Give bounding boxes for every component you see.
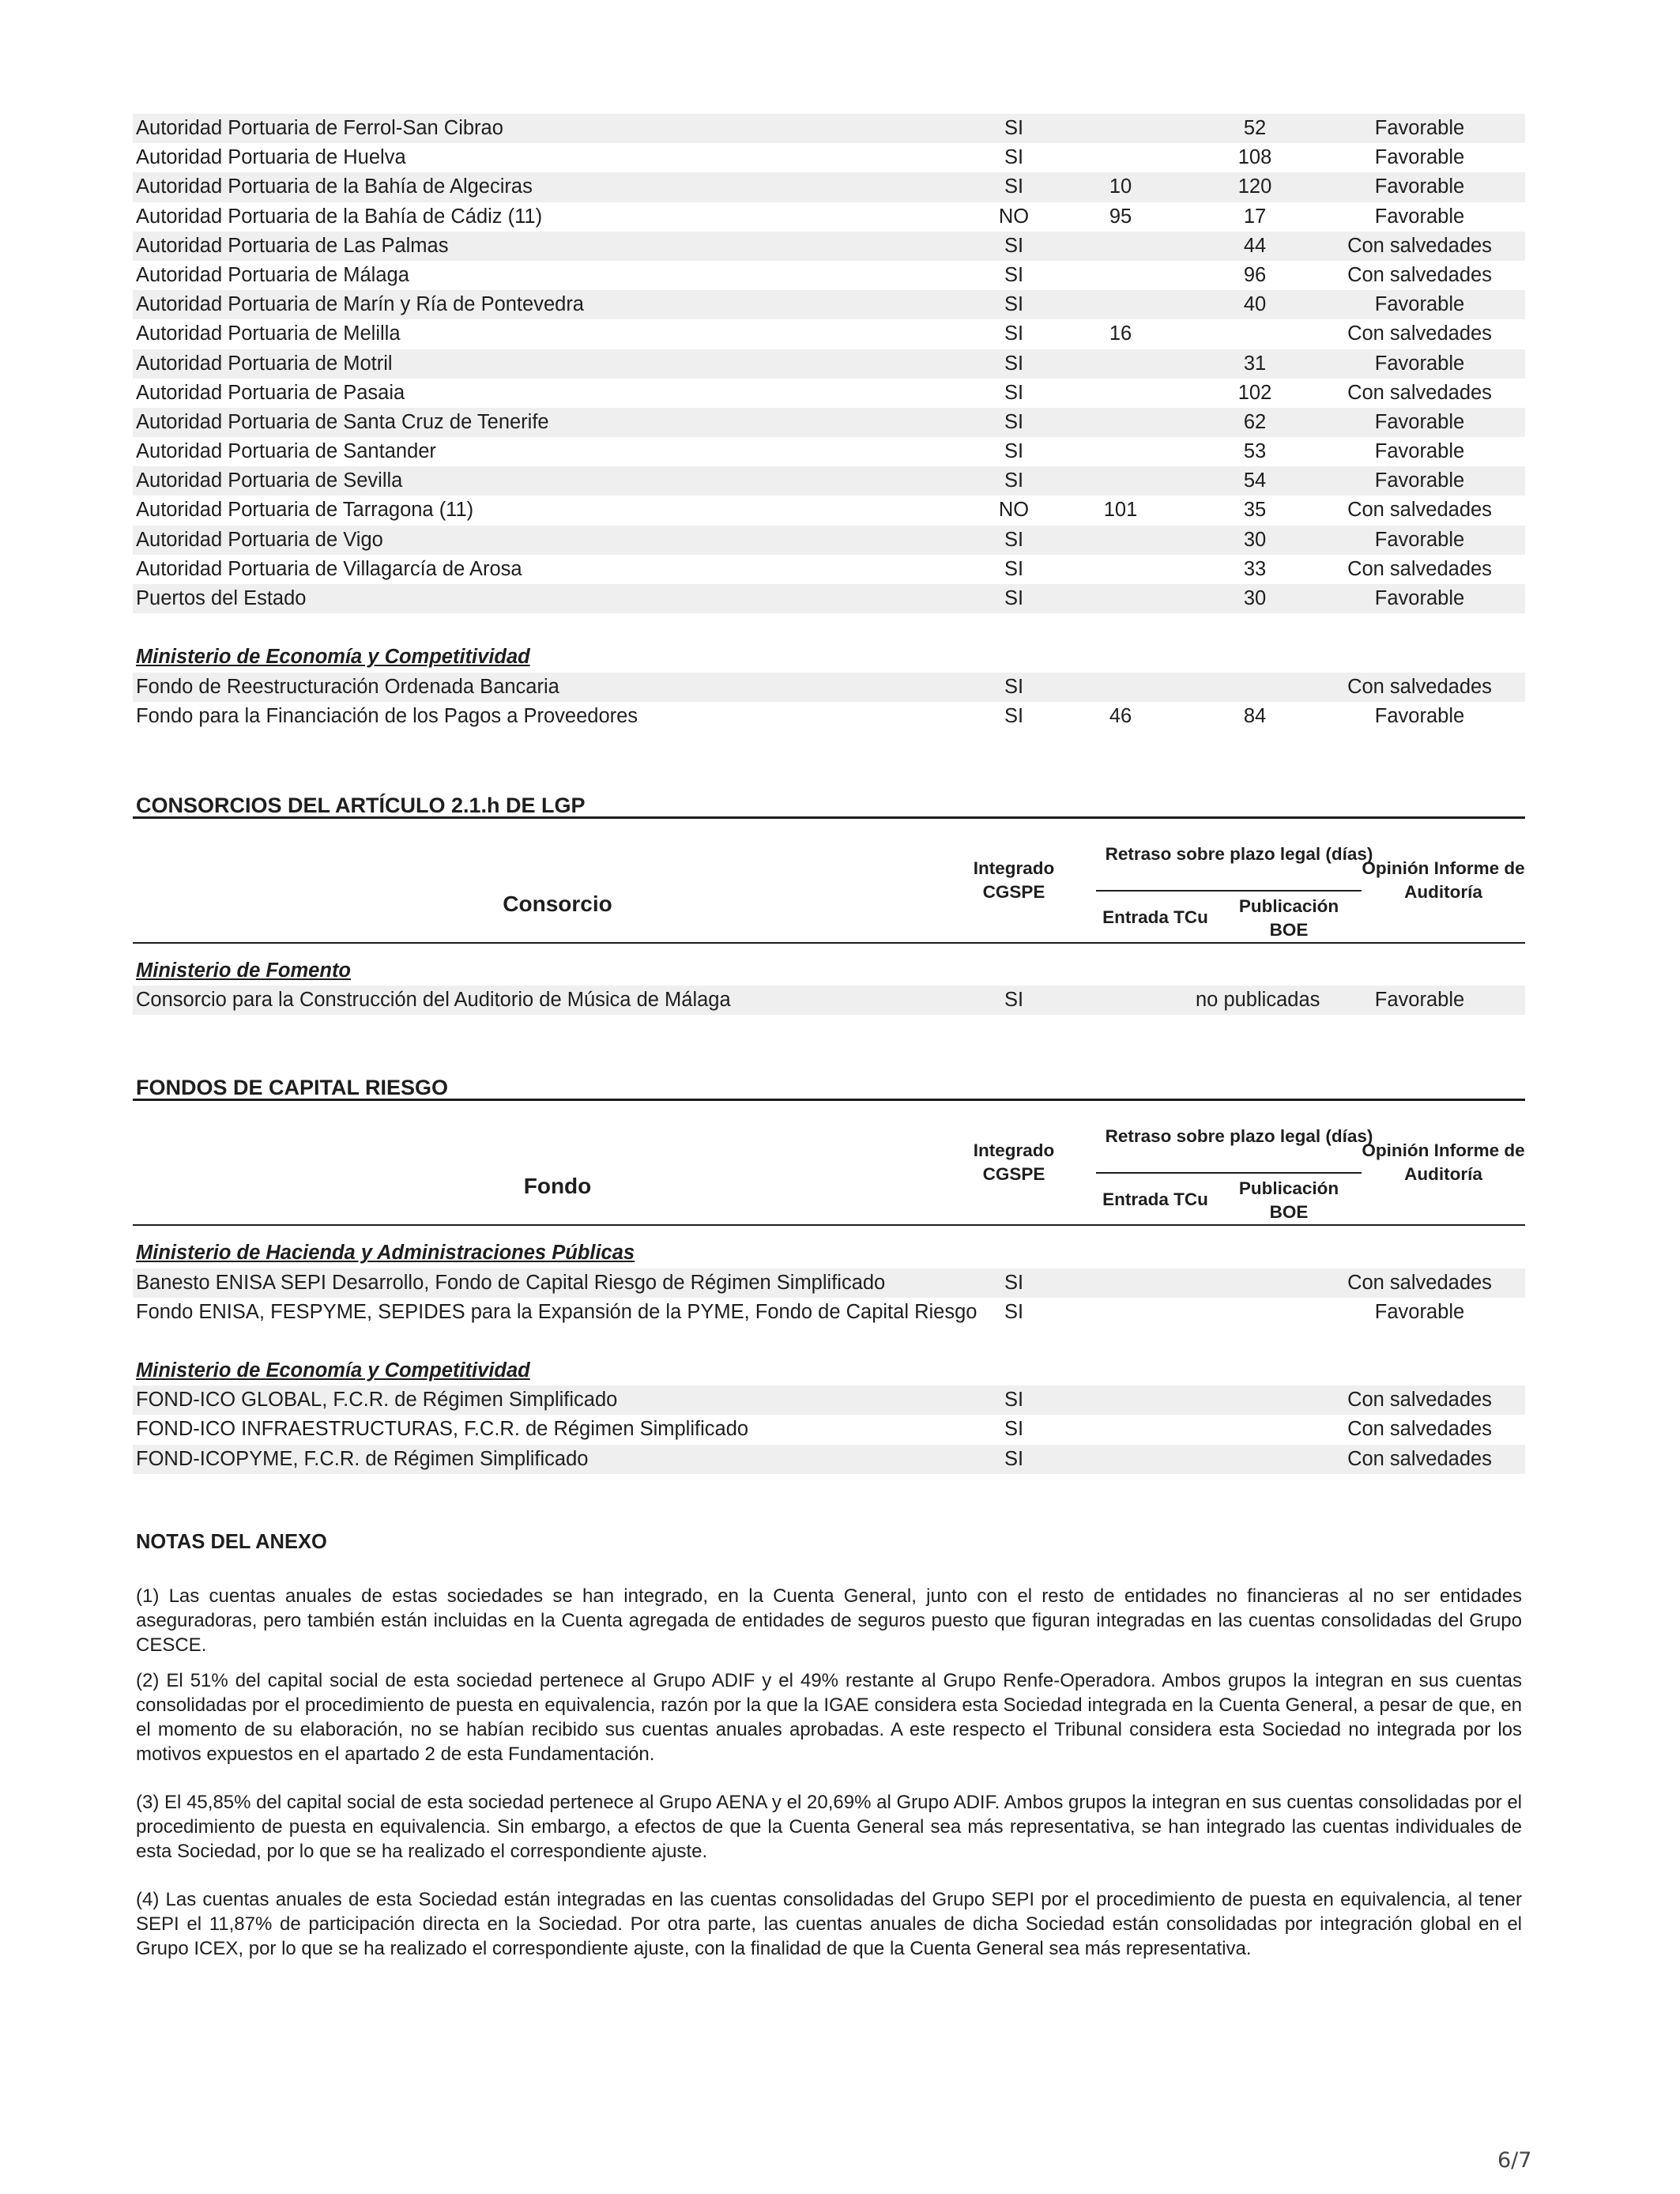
publicacion-cell: 120: [1237, 175, 1272, 198]
publicacion-cell: 84: [1243, 704, 1267, 727]
opinion-cell: Con salvedades: [1347, 499, 1492, 522]
table-row: [133, 114, 1525, 143]
table-row: [133, 1385, 1525, 1415]
entity-name: Autoridad Portuaria de la Bahía de Algeciras: [136, 175, 533, 198]
header-fondo: Fondo: [523, 1174, 592, 1199]
table-row: [133, 526, 1525, 555]
header-opinion: Opinión Informe de Auditoría: [1362, 1140, 1525, 1185]
integrado-cell: SI: [1004, 1447, 1024, 1470]
header-retraso: Retraso sobre plazo legal (días): [1105, 843, 1373, 864]
entrada-cell: 10: [1109, 175, 1132, 198]
entrada-cell: 95: [1109, 205, 1132, 228]
integrado-cell: SI: [1004, 175, 1024, 198]
note-3: (3) El 45,85% del capital social de esta sociedad pertenece al Grupo AENA y el 20,69% al Grupo ADIF. Ambos grupos la integran en sus cuentas consolidadas por el procedimiento de puesta en equivalencia. Sin embargo, a efectos de que la Cuenta General sea más representativa, se han integrado las cuentas individuales de esta Sociedad, por lo que se ha realizado el correspondiente ajuste.: [136, 1791, 1522, 1862]
table-row: [133, 202, 1525, 232]
entrada-cell: 101: [1103, 499, 1138, 522]
entity-name: Autoridad Portuaria de Villagarcía de Arosa: [136, 557, 522, 580]
entity-name: Autoridad Portuaria de Santander: [136, 440, 436, 463]
table-row: [133, 349, 1525, 379]
consorcios-section: [133, 790, 1525, 1015]
integrado-cell: NO: [998, 499, 1030, 522]
entity-name: Autoridad Portuaria de Málaga: [136, 263, 409, 286]
table-row: [133, 584, 1525, 613]
entity-name: Autoridad Portuaria de Las Palmas: [136, 234, 449, 257]
opinion-cell: Favorable: [1374, 293, 1465, 316]
publicacion-cell: 30: [1243, 587, 1267, 609]
table-row: [133, 172, 1525, 202]
integrado-cell: SI: [1004, 352, 1024, 375]
publicacion-cell: 31: [1243, 352, 1267, 375]
entity-name: Autoridad Portuaria de la Bahía de Cádiz (11): [136, 205, 543, 228]
integrado-cell: SI: [1004, 381, 1024, 404]
entrada-cell: 16: [1109, 322, 1132, 345]
entity-name: Autoridad Portuaria de Motril: [136, 352, 393, 375]
opinion-cell: Con salvedades: [1347, 1389, 1492, 1412]
table-row: [133, 232, 1525, 261]
integrado-cell: SI: [1004, 675, 1024, 698]
entity-name: Autoridad Portuaria de Pasaia: [136, 381, 405, 404]
table-row: [133, 673, 1525, 702]
notes-title: NOTAS DEL ANEXO: [136, 1530, 327, 1553]
opinion-cell: Con salvedades: [1347, 557, 1492, 580]
ministry-heading: Ministerio de Economía y Competitividad: [136, 1359, 530, 1382]
table-row: [133, 143, 1525, 172]
header-entrada: Entrada TCu: [1102, 907, 1208, 927]
note-4: (4) Las cuentas anuales de esta Sociedad están integradas en las cuentas consolidadas del Grupo SEPI por el procedimiento de puesta en equivalencia, al tener SEPI el 11,87% de participación directa en la Sociedad. Por otra parte, las cuentas anuales de dicha Sociedad están consolidadas por integración global en el Grupo ICEX, por lo que se ha realizado el correspondiente ajuste, con la finalidad de que la Cuenta General sea más representativa.: [136, 1888, 1522, 1959]
opinion-cell: Favorable: [1374, 205, 1465, 228]
table-row: [133, 702, 1525, 731]
publicacion-cell: 53: [1243, 440, 1267, 463]
table-row: [133, 408, 1525, 437]
integrado-cell: SI: [1004, 234, 1024, 257]
fondos-section: [133, 1072, 1525, 1474]
opinion-cell: Favorable: [1374, 440, 1465, 463]
entity-name: Puertos del Estado: [136, 587, 307, 609]
table-header: [133, 819, 1525, 944]
table-row: [133, 466, 1525, 496]
section-title: CONSORCIOS DEL ARTÍCULO 2.1.h DE LGP: [136, 793, 586, 817]
header-integrado: Integrado CGSPE: [973, 1140, 1055, 1185]
note-2: (2) El 51% del capital social de esta sociedad pertenece al Grupo ADIF y el 49% restante al Grupo Renfe-Operadora. Ambos grupos la integran en sus cuentas consolidadas por el procedimiento de puesta en equivalencia, razón por la que la IGAE considera esta Sociedad integrada en la Cuenta General, a pesar de que, en el momento de su elaboración, no se habían recibido sus cuentas anuales aprobadas. A este respecto el Tribunal considera esta Sociedad no integrada por los motivos expuestos en el apartado 2 de esta Fundamentación.: [136, 1669, 1522, 1765]
entity-name: Autoridad Portuaria de Melilla: [136, 322, 401, 345]
entity-name: Autoridad Portuaria de Santa Cruz de Tenerife: [136, 410, 549, 433]
entity-name: Fondo para la Financiación de los Pagos a Proveedores: [136, 704, 638, 727]
integrado-cell: SI: [1004, 322, 1024, 345]
entity-name: Autoridad Portuaria de Huelva: [136, 146, 406, 169]
header-opinion: Opinión Informe de Auditoría: [1362, 858, 1525, 902]
table-row: [133, 290, 1525, 319]
integrado-cell: SI: [1004, 469, 1024, 492]
publicacion-cell: 54: [1243, 469, 1267, 492]
entity-name: FOND-ICOPYME, F.C.R. de Régimen Simplificado: [136, 1447, 589, 1470]
opinion-cell: Con salvedades: [1347, 263, 1492, 286]
integrado-cell: SI: [1004, 1418, 1024, 1441]
entity-name: Autoridad Portuaria de Sevilla: [136, 469, 403, 492]
entity-name: Fondo ENISA, FESPYME, SEPIDES para la Expansión de la PYME, Fondo de Capital Riesgo: [136, 1300, 977, 1323]
publicacion-cell: 17: [1243, 205, 1267, 228]
table-row: [133, 1269, 1525, 1298]
integrado-cell: SI: [1004, 989, 1024, 1012]
entity-name: Banesto ENISA SEPI Desarrollo, Fondo de Capital Riesgo de Régimen Simplificado: [136, 1271, 886, 1294]
integrado-cell: SI: [1004, 1300, 1024, 1323]
entities-table: [133, 114, 1525, 731]
publicacion-cell: 44: [1243, 234, 1267, 257]
table-row: [133, 319, 1525, 349]
section-title: FONDOS DE CAPITAL RIESGO: [136, 1076, 449, 1100]
table-row: [133, 261, 1525, 290]
opinion-cell: Con salvedades: [1347, 381, 1492, 404]
opinion-cell: Favorable: [1374, 1300, 1465, 1323]
publicacion-cell: 62: [1243, 410, 1267, 433]
table-row: [133, 1415, 1525, 1444]
opinion-cell: Favorable: [1374, 469, 1465, 492]
integrado-cell: SI: [1004, 263, 1024, 286]
table-row: [133, 1445, 1525, 1474]
publicacion-cell: 108: [1237, 146, 1272, 169]
opinion-cell: Favorable: [1374, 117, 1465, 139]
publicacion-cell: 40: [1243, 293, 1267, 316]
ministry-heading: Ministerio de Economía y Competitividad: [136, 646, 530, 669]
entrada-cell: 46: [1109, 704, 1132, 727]
opinion-cell: Favorable: [1374, 352, 1465, 375]
table-row: [133, 379, 1525, 408]
opinion-cell: Favorable: [1374, 587, 1465, 609]
entity-name: Consorcio para la Construcción del Auditorio de Música de Málaga: [136, 989, 731, 1012]
table-row: [133, 555, 1525, 584]
integrado-cell: SI: [1004, 440, 1024, 463]
opinion-cell: Con salvedades: [1347, 234, 1492, 257]
document-page: [133, 114, 1525, 1961]
header-entrada: Entrada TCu: [1102, 1189, 1208, 1210]
opinion-cell: Con salvedades: [1347, 1447, 1492, 1470]
entity-name: FOND-ICO GLOBAL, F.C.R. de Régimen Simplificado: [136, 1389, 618, 1412]
opinion-cell: Con salvedades: [1347, 322, 1492, 345]
publicacion-cell: 96: [1243, 263, 1267, 286]
entity-name: FOND-ICO INFRAESTRUCTURAS, F.C.R. de Régimen Simplificado: [136, 1418, 749, 1441]
table-row: [133, 986, 1525, 1015]
publicacion-cell: no publicadas: [1196, 989, 1320, 1012]
integrado-cell: SI: [1004, 587, 1024, 609]
opinion-cell: Favorable: [1374, 410, 1465, 433]
publicacion-cell: 33: [1243, 557, 1267, 580]
opinion-cell: Favorable: [1374, 704, 1465, 727]
integrado-cell: SI: [1004, 528, 1024, 551]
opinion-cell: Favorable: [1374, 528, 1465, 551]
integrado-cell: SI: [1004, 410, 1024, 433]
integrado-cell: SI: [1004, 117, 1024, 139]
header-retraso-rule: [1096, 890, 1362, 892]
publicacion-cell: 35: [1243, 499, 1267, 522]
entity-name: Autoridad Portuaria de Vigo: [136, 528, 383, 551]
note-1: (1) Las cuentas anuales de estas sociedades se han integrado, en la Cuenta General, junto con el resto de entidades no financieras al no ser entidades aseguradoras, pero también están incluidas en la Cuenta agregada de entidades de seguros puesto que figuran integradas en las cuentas consolidadas del Grupo CESCE.: [136, 1585, 1522, 1656]
table-header: [133, 1101, 1525, 1226]
table-row: [133, 1298, 1525, 1327]
integrado-cell: SI: [1004, 557, 1024, 580]
table-row: [133, 437, 1525, 466]
header-consorcio: Consorcio: [503, 891, 612, 916]
entity-name: Autoridad Portuaria de Tarragona (11): [136, 499, 474, 522]
integrado-cell: SI: [1004, 1389, 1024, 1412]
opinion-cell: Con salvedades: [1347, 1418, 1492, 1441]
table-row: [133, 496, 1525, 525]
header-publicacion: Publicación BOE: [1238, 895, 1339, 940]
integrado-cell: SI: [1004, 704, 1024, 727]
opinion-cell: Favorable: [1374, 146, 1465, 169]
header-publicacion: Publicación BOE: [1238, 1178, 1339, 1223]
publicacion-cell: 102: [1237, 381, 1272, 404]
opinion-cell: Con salvedades: [1347, 1271, 1492, 1294]
page-number: 6/7: [1497, 2148, 1532, 2173]
ministry-heading: Ministerio de Fomento: [136, 959, 352, 982]
integrado-cell: SI: [1004, 293, 1024, 316]
opinion-cell: Favorable: [1374, 989, 1465, 1012]
header-retraso: Retraso sobre plazo legal (días): [1105, 1126, 1373, 1147]
entity-name: Autoridad Portuaria de Ferrol-San Cibrao: [136, 117, 503, 139]
opinion-cell: Favorable: [1374, 175, 1465, 198]
publicacion-cell: 52: [1243, 117, 1267, 139]
entity-name: Fondo de Reestructuración Ordenada Bancaria: [136, 675, 559, 698]
publicacion-cell: 30: [1243, 528, 1267, 551]
header-integrado: Integrado CGSPE: [973, 858, 1055, 902]
header-retraso-rule: [1096, 1172, 1362, 1174]
integrado-cell: NO: [998, 205, 1030, 228]
opinion-cell: Con salvedades: [1347, 675, 1492, 698]
integrado-cell: SI: [1004, 146, 1024, 169]
notes-section: [133, 1531, 1525, 1961]
entity-name: Autoridad Portuaria de Marín y Ría de Pontevedra: [136, 293, 584, 316]
ministry-heading: Ministerio de Hacienda y Administraciones Públicas: [136, 1242, 635, 1265]
integrado-cell: SI: [1004, 1271, 1024, 1294]
